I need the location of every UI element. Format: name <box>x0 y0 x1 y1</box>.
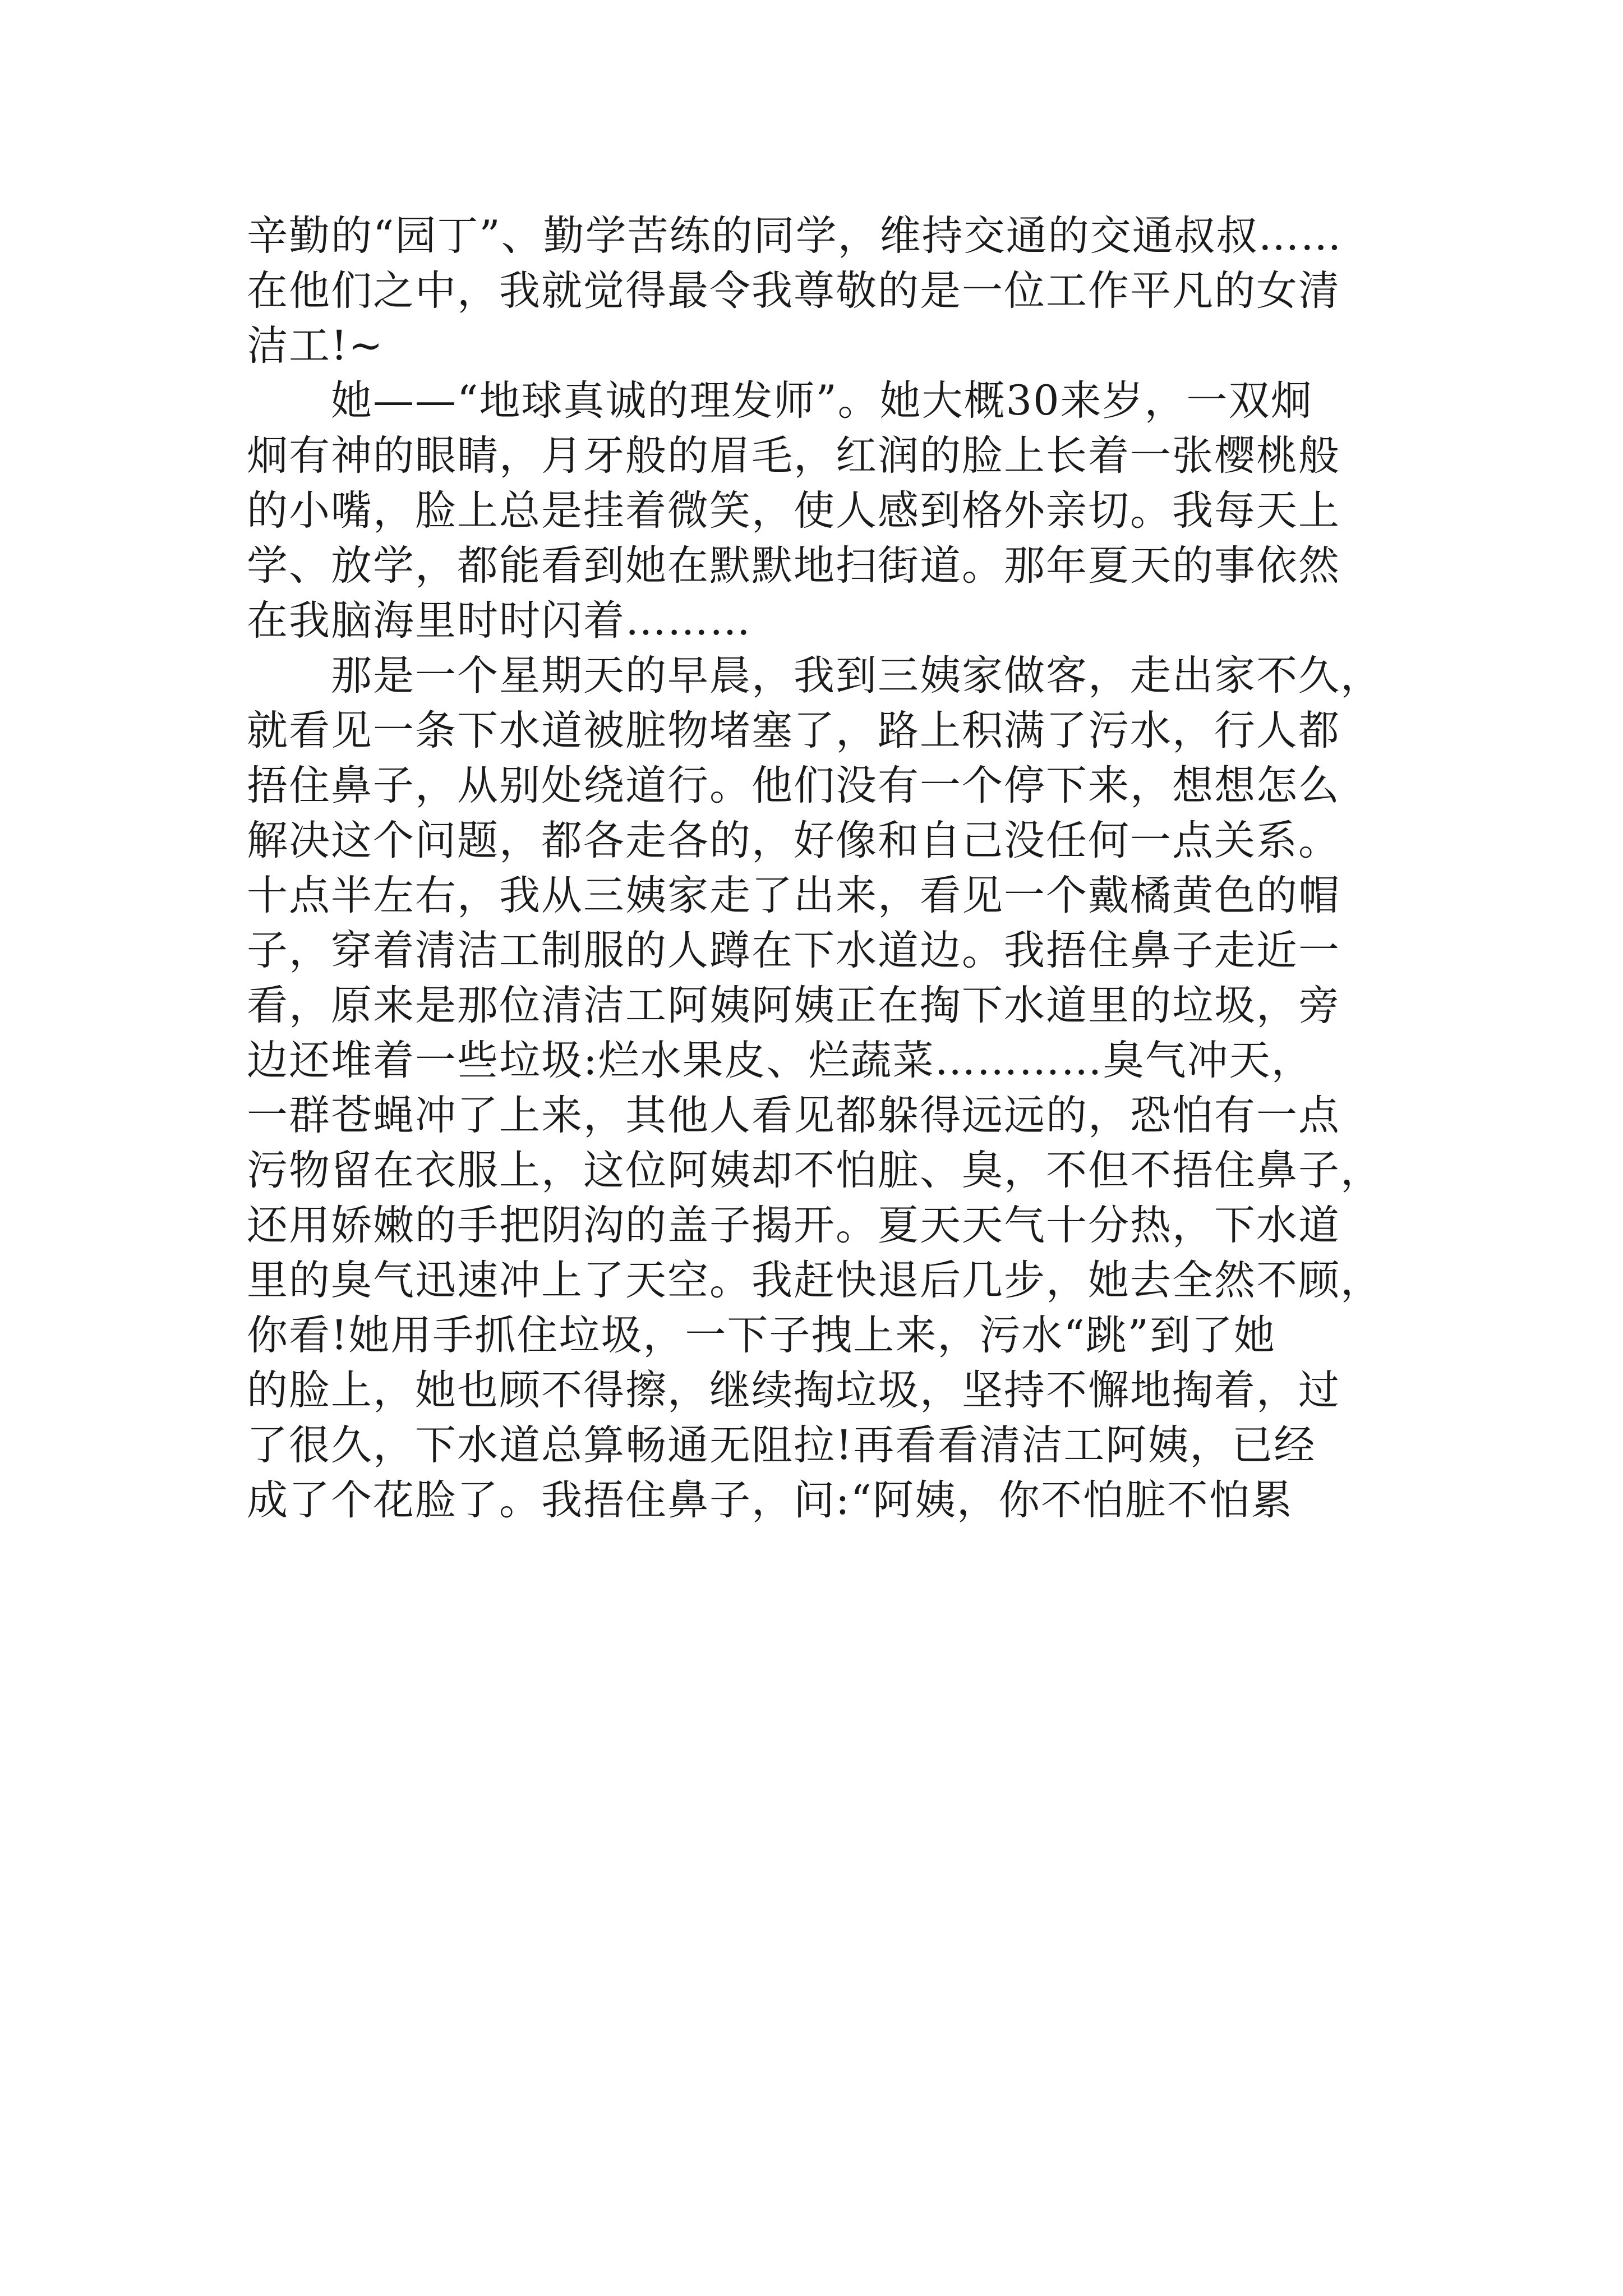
text-line-16: 边还堆着一些垃圾:烂水果皮、烂蔬菜…………臭气冲天， <box>247 1037 1313 1084</box>
text-line-2: 在他们之中，我就觉得最令我尊敬的是一位工作平凡的女清 <box>247 267 1340 315</box>
text-line-13: 十点半左右，我从三姨家走了出来，看见一个戴橘黄色的帽 <box>247 872 1340 919</box>
text-line-19: 还用娇嫩的手把阴沟的盖子揭开。夏天天气十分热，下水道 <box>247 1202 1340 1249</box>
text-line-15: 看，原来是那位清洁工阿姨阿姨正在掏下水道里的垃圾，旁 <box>247 982 1340 1029</box>
text-line-3: 洁工!~ <box>247 322 384 370</box>
text-line-7: 学、放学，都能看到她在默默地扫街道。那年夏天的事依然 <box>247 542 1340 590</box>
text-line-23: 了很久，下水道总算畅通无阻拉!再看看清洁工阿姨，已经 <box>247 1421 1316 1469</box>
text-line-24: 成了个花脸了。我捂住鼻子，问:“阿姨，你不怕脏不怕累 <box>247 1476 1293 1524</box>
text-line-11: 捂住鼻子，从别处绕道行。他们没有一个停下来，想想怎么 <box>247 762 1340 809</box>
text-line-8: 在我脑海里时时闪着……… <box>247 597 751 645</box>
essay-body <box>247 209 1385 1528</box>
text-line-4: 她——“地球真诚的理发师”。她大概30来岁，一双炯 <box>331 377 1313 425</box>
text-line-17: 一群苍蝇冲了上来，其他人看见都躲得远远的，恐怕有一点 <box>247 1092 1340 1139</box>
text-line-9: 那是一个星期天的早晨，我到三姨家做客，走出家不久， <box>331 652 1382 700</box>
text-line-18: 污物留在衣服上，这位阿姨却不怕脏、臭，不但不捂住鼻子， <box>247 1147 1382 1194</box>
text-line-14: 子，穿着清洁工制服的人蹲在下水道边。我捂住鼻子走近一 <box>247 927 1340 974</box>
text-line-10: 就看见一条下水道被脏物堵塞了，路上积满了污水，行人都 <box>247 707 1340 754</box>
text-line-5: 炯有神的眼睛，月牙般的眉毛，红润的脸上长着一张樱桃般 <box>247 432 1340 480</box>
text-line-6: 的小嘴，脸上总是挂着微笑，使人感到格外亲切。我每天上 <box>247 487 1340 535</box>
text-line-1: 辛勤的“园丁”、勤学苦练的同学，维持交通的交通叔叔…… <box>247 212 1343 260</box>
text-line-22: 的脸上，她也顾不得擦，继续掏垃圾，坚持不懈地掏着，过 <box>247 1366 1340 1414</box>
text-line-12: 解决这个问题，都各走各的，好像和自己没任何一点关系。 <box>247 817 1340 864</box>
text-line-21: 你看!她用手抓住垃圾，一下子拽上来，污水“跳”到了她 <box>247 1312 1276 1359</box>
text-line-20: 里的臭气迅速冲上了天空。我赶快退后几步，她去全然不顾， <box>247 1257 1382 1304</box>
